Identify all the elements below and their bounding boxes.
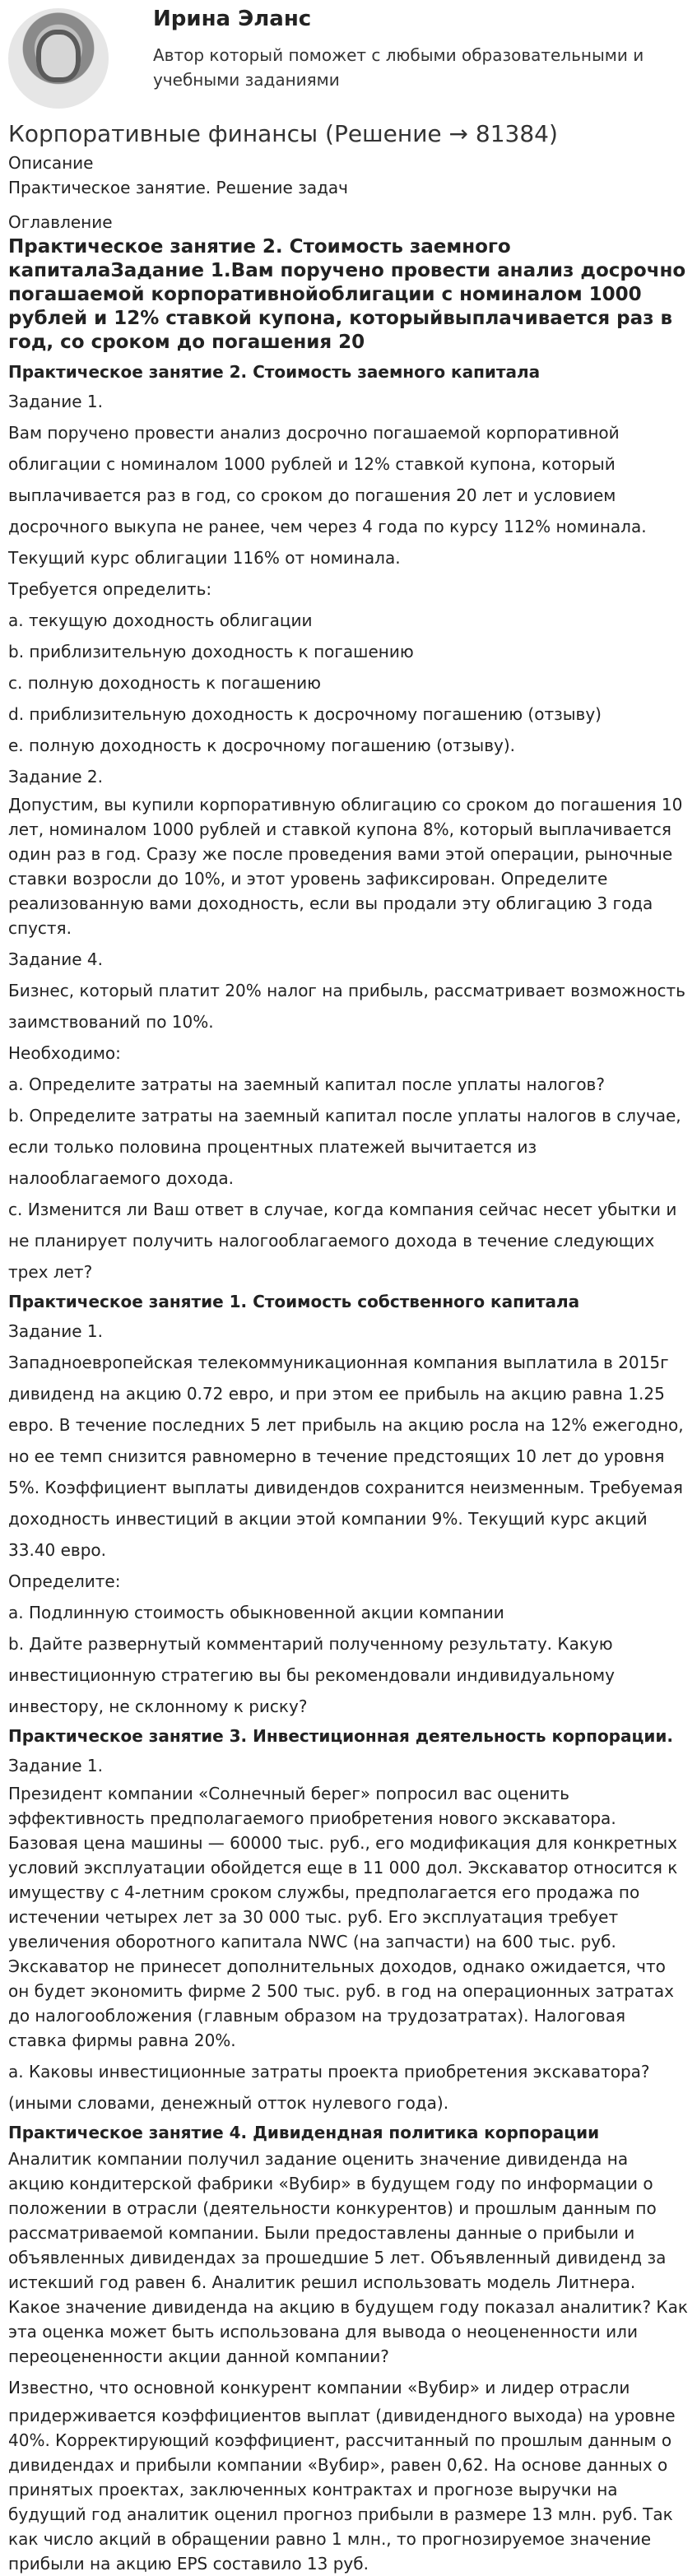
paragraph: придерживается коэффициентов выплат (дивидендного выхода) на уровне 40%. Корректирующий коэффициент, рассчитанный по прошлым данным о дивидендах и прибыли компании «Вубир», равен 0,62. На основе данных о принятых проектах, заключенных контрактах и прогнозе выручки на будущий год аналитик оценил прогноз прибыли в размере 13 млн. руб. Так как число акций в обращении равно 1 млн., то прогнозируемое значение прибыли на акцию EPS составило 13 руб. — [8, 2406, 676, 2574]
section-heading: Практическое занятие 2. Стоимость заемного капитала — [8, 362, 541, 382]
paragraph: a. текущую доходность облигации — [8, 610, 313, 630]
paragraph: c. Изменится ли Ваш ответ в случае, когда компания сейчас несет убытки и не планирует получить налогооблагаемого дохода в течение следующих трех лет? — [8, 1200, 677, 1282]
paragraph: Президент компании «Солнечный берег» попросил вас оценить эффективность предполагаемого приобретения нового экскаватора. Базовая цена машины — 60000 тыс. руб., его модификация для конкретных условий эксплуатации обойдется еще в 11 000 дол. Экскаватор относится к имуществу с 4-летним сроком службы, предполагается его продажа по истечении четырех лет за 30 000 тыс. руб. Его эксплуатация требует увеличения оборотного капитала NWC (на запчасти) на 600 тыс. руб. Экскаватор не принесет дополнительных доходов, однако ожидается, что он будет экономить фирме 2 500 тыс. руб. в год на операционных затратах до налогообложения (главным образом на трудозатратах). Налоговая ставка фирмы равна 20%. — [8, 1784, 678, 2050]
paragraph: b. приблизительную доходность к погашению — [8, 642, 414, 661]
paragraph: Задание 2. — [8, 767, 103, 787]
paragraph: Бизнес, который платит 20% налог на прибыль, рассматривает возможность заимствований по 10%. — [8, 981, 685, 1032]
paragraph: Задание 1. — [8, 1321, 103, 1341]
paragraph: Задание 1. — [8, 392, 103, 411]
paragraph: Задание 4. — [8, 949, 103, 969]
paragraph: e. полную доходность к досрочному погашению (отзыву). — [8, 736, 515, 755]
description-label: Описание — [8, 153, 94, 173]
toc-label: Оглавление — [8, 212, 113, 232]
description-text: Практическое занятие. Решение задач — [8, 178, 348, 197]
section-heading: Практическое занятие 1. Стоимость собственного капитала — [8, 1292, 580, 1311]
toc-text: Практическое занятие 2. Стоимость заемного капиталаЗадание 1.Вам поручено провести анализ досрочно погашаемой корпоративнойоблигации с номиналом 1000 рублей и 12% ставкой купона, которыйвыплачивается раз в год, со сроком до погашения 20 — [8, 236, 686, 353]
author-header — [0, 0, 697, 115]
paragraph: Необходимо: — [8, 1043, 121, 1063]
section-heading: Практическое занятие 4. Дивидендная политика корпорации — [8, 2123, 600, 2142]
paragraph: Задание 1. — [8, 1756, 103, 1775]
paragraph: (иными словами, денежный отток нулевого года). — [8, 2093, 449, 2113]
paragraph: a. Каковы инвестиционные затраты проекта приобретения экскаватора? — [8, 2062, 650, 2082]
paragraph: Западноевропейская телекоммуникационная компания выплатила в 2015г дивиденд на акцию 0.72 евро, и при этом ее прибыль на акцию равна 1.25 евро. В течение последних 5 лет прибыль на акцию росла на 12% ежегодно, но ее темп снизится равномерно в течение предстоящих 10 лет до уровня 5%. Коэффициент выплаты дивидендов сохранится неизменным. Требуемая доходность инвестиций в акции этой компании 9%. Текущий курс акций 33.40 евро. — [8, 1353, 684, 1560]
author-description: Автор который поможет с любыми образовательными и учебными заданиями — [153, 45, 644, 90]
section-heading: Практическое занятие 3. Инвестиционная деятельность корпорации. — [8, 1726, 673, 1746]
author-name[interactable]: Ирина Эланс — [153, 7, 312, 31]
paragraph: Текущий курс облигации 116% от номинала. — [8, 548, 401, 568]
paragraph: a. Определите затраты на заемный капитал после уплаты налогов? — [8, 1074, 605, 1094]
paragraph: Вам поручено провести анализ досрочно погашаемой корпоративной облигации с номиналом 1000 рублей и 12% ставкой купона, который выплачивается раз в год, со сроком до погашения 20 лет и условием досрочного выкупа не ранее, чем через 4 года по курсу 112% номинала. — [8, 423, 647, 536]
paragraph: c. полную доходность к погашению — [8, 673, 322, 693]
paragraph: b. Дайте развернутый комментарий полученному результату. Какую инвестиционную стратегию вы бы рекомендовали индивидуальному инвестору, не склонному к риску? — [8, 1634, 615, 1716]
document-body — [8, 358, 689, 2576]
paragraph: d. приблизительную доходность к досрочному погашению (отзыву) — [8, 704, 602, 724]
document-content — [0, 118, 697, 2576]
paragraph: a. Подлинную стоимость обыкновенной акции компании — [8, 1603, 504, 1622]
paragraph: b. Определите затраты на заемный капитал после уплаты налогов в случае, если только половина процентных платежей вычитается из налооблагаемого дохода. — [8, 1106, 681, 1188]
paragraph: Требуется определить: — [8, 579, 212, 599]
paragraph: Допустим, вы купили корпоративную облигацию со сроком до погашения 10 лет, номиналом 1000 рублей и ставкой купона 8%, который выплачивается один раз в год. Сразу же после проведения вами этой операции, рыночные ставки возросли до 10%, и этот уровень зафиксирован. Определите реализованную вами доходность, если вы продали эту облигацию 3 года спустя. — [8, 795, 683, 938]
paragraph: Известно, что основной конкурент компании «Вубир» и лидер отрасли — [8, 2378, 630, 2397]
page-title: Корпоративные финансы (Решение → 81384) — [8, 120, 558, 147]
author-avatar[interactable] — [8, 8, 109, 109]
paragraph: Аналитик компании получил задание оценить значение дивиденда на акцию кондитерской фабрики «Вубир» в будущем году по информации о положении в отрасли (деятельности конкурентов) и прошлым данным по рассматриваемой компании. Были предоставлены данные о прибыли и объявленных дивидендах за прошедшие 5 лет. Объявленный дивиденд за истекший год равен 6. Аналитик решил использовать модель Литнера. Какое значение дивиденда на акцию в будущем году показал аналитик? Как эта оценка может быть использована для вывода о неоцененности или переоцененности акции данной компании? — [8, 2149, 688, 2366]
paragraph: Определите: — [8, 1571, 121, 1591]
